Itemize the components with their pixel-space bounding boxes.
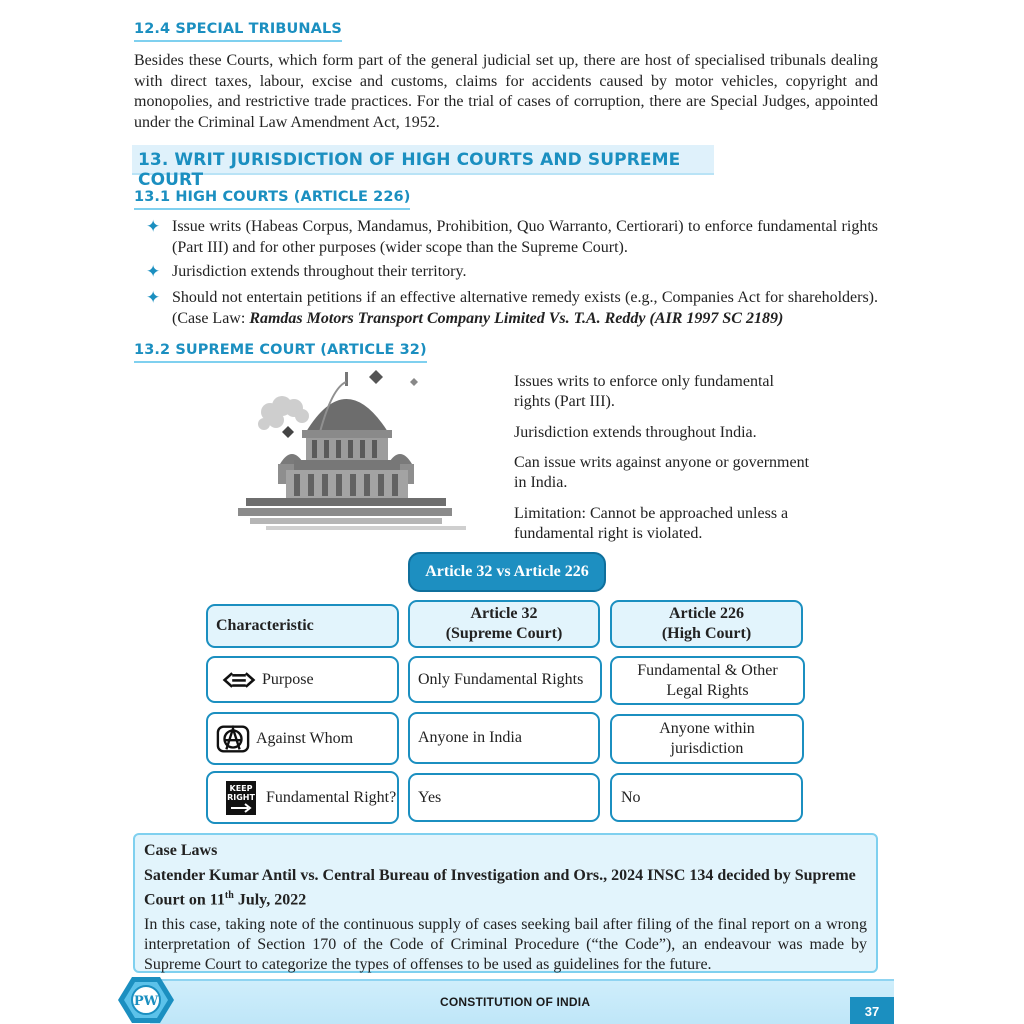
cell-text: No: [621, 788, 641, 806]
header-characteristic: [206, 604, 399, 648]
section-13-1-heading: 13.1 HIGH COURTS (ARTICLE 226): [134, 189, 410, 210]
page-footer: [150, 979, 894, 1024]
bullet-star-icon: ✦: [146, 262, 161, 282]
case-name: Satender Kumar Antil vs. Central Bureau of Investigation and Ors., 2024 INSC 134 decided by Supreme Court on 11th July, 2022: [144, 867, 856, 909]
arrows-icon: [222, 665, 256, 695]
bullet-star-icon: ✦: [146, 217, 161, 237]
cell-text: Fundamental & Other Legal Rights: [637, 661, 778, 699]
list-item: [146, 288, 886, 329]
table-cell-art226: [610, 656, 805, 705]
list-item: [146, 217, 886, 258]
bullet-text: [172, 288, 878, 329]
table-cell-art32: [408, 773, 600, 822]
list-item: [146, 262, 886, 283]
header-article-226-line2: (High Court): [661, 625, 752, 642]
header-article-32: [408, 600, 600, 648]
cell-text: Only Fundamental Rights: [418, 670, 584, 688]
case-law-citation: Ramdas Motors Transport Company Limited Vs. T.A. Reddy (AIR 1997 SC 2189): [249, 309, 784, 327]
sc-point: Issues writs to enforce only fundamental rights (Part III).: [514, 373, 774, 410]
page-number: 37: [850, 997, 894, 1024]
case-laws-box: [133, 833, 878, 973]
case-laws-body: In this case, taking note of the continuous supply of cases seeking bail after filing of the final report on a wrong interpretation of Section 170 of the Code of Criminal Procedure (“the Code”), an endeavour was made by Supreme Court to categorize the types of offenses to be used as guidelines for the future.: [144, 916, 867, 974]
footer-title: CONSTITUTION OF INDIA: [440, 995, 591, 1009]
bullet-text-main: Should not entertain petitions if an effective alternative remedy exists (e.g., Companies Act for shareholders). (Case Law:: [172, 289, 878, 327]
section-12-4-heading: 12.4 SPECIAL TRIBUNALS: [134, 21, 342, 42]
cell-text: Anyone within jurisdiction: [659, 720, 755, 757]
table-row-label: [206, 656, 399, 703]
svg-text:PW: PW: [133, 994, 159, 1009]
cell-text: Anyone in India: [418, 729, 522, 746]
keep-right-sign-icon: [224, 783, 258, 813]
section-12-4-text: Besides these Courts, which form part of the general judicial set up, there are host of specialised tribunals dealing with direct taxes, labour, excise and customs, claims for accidents caused by motor vehicles, copyright and monopolies, and restrictive trade practices. For the trial of cases of corruption, there are Special Judges, appointed under the Criminal Law Amendment Act, 1952.: [134, 52, 878, 131]
supreme-court-building-icon: [236, 368, 468, 540]
bullet-star-icon: ✦: [146, 288, 161, 308]
keep-text: KEEP: [229, 783, 253, 793]
row-label-text: Against Whom: [256, 729, 354, 747]
table-cell-art32: [408, 656, 602, 703]
sc-point: Jurisdiction extends throughout India.: [514, 424, 757, 441]
cell-text: Yes: [418, 788, 442, 806]
pw-logo-icon: [118, 975, 174, 1024]
header-article-32-line2: (Supreme Court): [445, 625, 563, 642]
section-13-heading: 13. WRIT JURISDICTION OF HIGH COURTS AND SUPREME COURT: [132, 145, 714, 175]
header-article-226-line1: Article 226: [668, 605, 745, 622]
anarchy-icon: [216, 724, 250, 754]
sc-point: Limitation: Cannot be approached unless a fundamental right is violated.: [514, 505, 789, 542]
right-text: RIGHT: [227, 792, 255, 802]
bullet-text: Jurisdiction extends throughout their territory.: [172, 263, 467, 280]
comparison-title: Article 32 vs Article 226: [408, 552, 606, 592]
table-row-label: [206, 771, 399, 824]
table-cell-art226: [610, 714, 804, 764]
table-row-label: [206, 712, 399, 765]
row-label-text: Purpose: [262, 670, 314, 688]
section-13-2-heading: 13.2 SUPREME COURT (ARTICLE 32): [134, 342, 427, 363]
sc-point: Can issue writs against anyone or government in India.: [514, 454, 810, 491]
row-label-text: Fundamental Right?: [266, 788, 397, 806]
header-article-226: [610, 600, 803, 648]
table-cell-art32: [408, 712, 600, 764]
bullet-text: Issue writs (Habeas Corpus, Mandamus, Prohibition, Quo Warranto, Certiorari) to enforce fundamental rights (Part III) and for other purposes (wider scope than the Supreme Court).: [172, 218, 878, 256]
table-cell-art226: [610, 773, 803, 822]
header-article-32-line1: Article 32: [470, 605, 538, 622]
header-characteristic-label: Characteristic: [216, 617, 314, 634]
case-laws-title: Case Laws: [144, 842, 218, 859]
